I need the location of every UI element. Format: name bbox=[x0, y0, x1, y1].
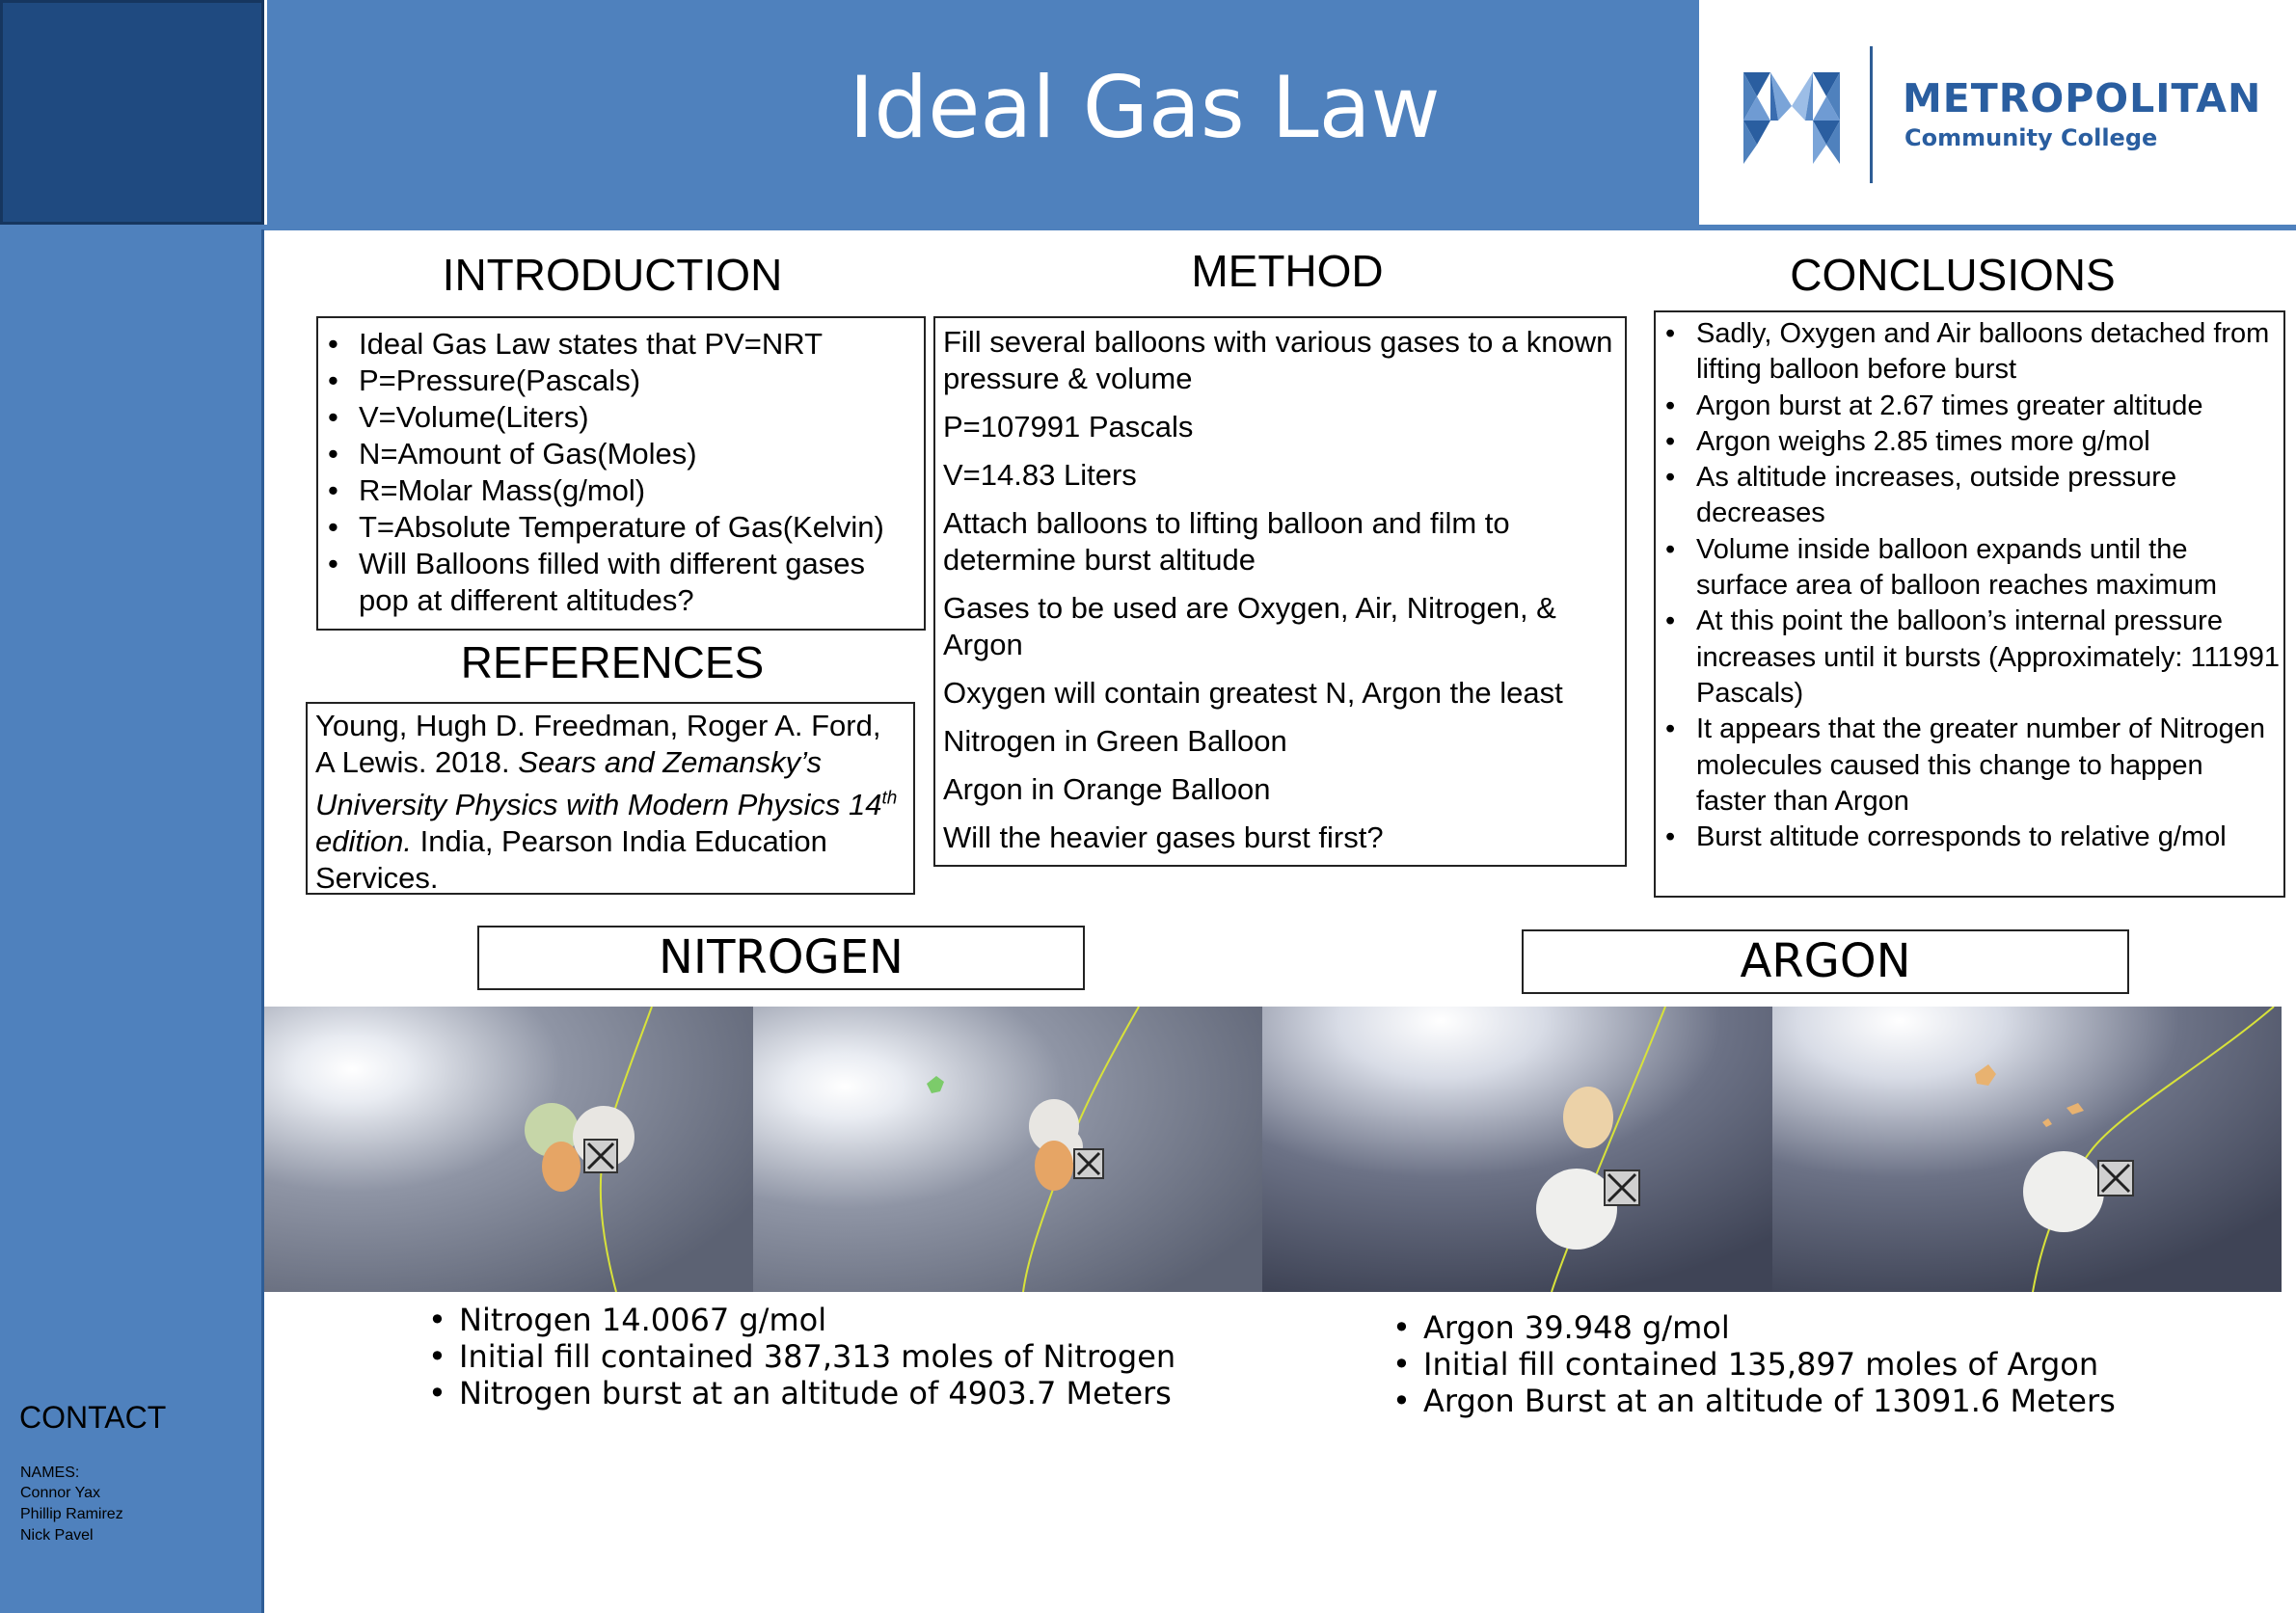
introduction-item: • T=Absolute Temperature of Gas(Kelvin) bbox=[318, 509, 920, 546]
nitrogen-photo-after-burst bbox=[753, 1007, 1262, 1292]
contact-heading: CONTACT bbox=[19, 1400, 167, 1435]
contact-names bbox=[20, 1483, 123, 1546]
contact-name: Nick Pavel bbox=[20, 1527, 94, 1544]
logo-subtitle: Community College bbox=[1904, 124, 2158, 151]
argon-fact: • Initial fill contained 135,897 moles of Argon bbox=[1383, 1346, 2154, 1383]
nitrogen-photo-before-burst bbox=[264, 1007, 753, 1292]
conclusions-list bbox=[1656, 316, 2280, 855]
introduction-item: • N=Amount of Gas(Moles) bbox=[318, 436, 920, 472]
method-heading: METHOD bbox=[1191, 246, 1384, 296]
corner-block bbox=[0, 0, 264, 225]
nitrogen-fact: • Nitrogen burst at an altitude of 4903.7 Meters bbox=[419, 1375, 1190, 1411]
conclusions-box bbox=[1654, 310, 2285, 898]
method-box bbox=[933, 316, 1627, 867]
logo-divider bbox=[1870, 46, 1873, 183]
introduction-item: • Will Balloons filled with different gases pop at different altitudes? bbox=[318, 546, 920, 619]
introduction-item: • V=Volume(Liters) bbox=[318, 399, 920, 436]
contact-name: Phillip Ramirez bbox=[20, 1506, 123, 1522]
method-step: Attach balloons to lifting balloon and film to determine burst altitude bbox=[943, 506, 1510, 577]
conclusion-item: • Sadly, Oxygen and Air balloons detached from lifting balloon before burst bbox=[1656, 316, 2280, 389]
poster-title: Ideal Gas Law bbox=[849, 58, 1441, 157]
references-heading: REFERENCES bbox=[460, 637, 765, 687]
introduction-box bbox=[316, 316, 926, 631]
introduction-heading: INTRODUCTION bbox=[442, 250, 783, 300]
method-step: Nitrogen in Green Balloon bbox=[943, 724, 1287, 758]
logo-name: METROPOLITAN bbox=[1903, 75, 2262, 121]
conclusion-item: • Argon burst at 2.67 times greater altitude bbox=[1656, 389, 2280, 424]
contact-name: Connor Yax bbox=[20, 1485, 101, 1501]
metropolitan-m-logo-icon bbox=[1743, 67, 1840, 164]
method-step: Oxygen will contain greatest N, Argon the least bbox=[943, 676, 1563, 710]
conclusion-item: • Burst altitude corresponds to relative g/mol bbox=[1656, 820, 2280, 855]
reference-authors: Young, Hugh D. Freedman, Roger A. Ford, A Lewis. 2018. bbox=[315, 709, 881, 779]
argon-label: ARGON bbox=[1522, 929, 2129, 994]
method-step: Fill several balloons with various gases to a known pressure & volume bbox=[943, 325, 1613, 395]
introduction-item: • P=Pressure(Pascals) bbox=[318, 363, 920, 399]
nitrogen-fact: • Initial fill contained 387,313 moles of Nitrogen bbox=[419, 1338, 1190, 1375]
conclusion-item: • As altitude increases, outside pressure decreases bbox=[1656, 460, 2280, 532]
contact-names-label: NAMES: bbox=[20, 1465, 80, 1481]
reference-publisher: India, Pearson India Education Services. bbox=[315, 824, 827, 896]
method-step: Argon in Orange Balloon bbox=[943, 772, 1271, 806]
method-step: Will the heavier gases burst first? bbox=[943, 820, 1384, 854]
conclusions-heading: CONCLUSIONS bbox=[1790, 250, 2116, 300]
argon-photo-before-burst bbox=[1262, 1007, 1772, 1292]
reference-book-title: Sears and Zemansky’s University Physics with Modern Physics 14th edition. bbox=[315, 745, 898, 859]
conclusion-item: • It appears that the greater number of Nitrogen molecules caused this change to happen faster than Argon bbox=[1656, 712, 2280, 820]
argon-fact: • Argon 39.948 g/mol bbox=[1383, 1309, 2154, 1346]
references-box bbox=[306, 702, 915, 895]
argon-photo-after-burst bbox=[1772, 1007, 2282, 1292]
conclusion-item: • Argon weighs 2.85 times more g/mol bbox=[1656, 424, 2280, 460]
nitrogen-label: NITROGEN bbox=[477, 926, 1085, 990]
introduction-item: • Ideal Gas Law states that PV=NRT bbox=[318, 326, 920, 363]
nitrogen-facts bbox=[419, 1302, 1190, 1411]
introduction-item: • R=Molar Mass(g/mol) bbox=[318, 472, 920, 509]
method-step: Gases to be used are Oxygen, Air, Nitrogen, & Argon bbox=[943, 591, 1556, 661]
nitrogen-fact: • Nitrogen 14.0067 g/mol bbox=[419, 1302, 1190, 1338]
method-step: P=107991 Pascals bbox=[943, 410, 1194, 444]
header-divider bbox=[0, 225, 2296, 230]
introduction-list bbox=[318, 326, 920, 619]
method-step: V=14.83 Liters bbox=[943, 458, 1137, 492]
argon-fact: • Argon Burst at an altitude of 13091.6 Meters bbox=[1383, 1383, 2154, 1419]
conclusion-item: • At this point the balloon’s internal pressure increases until it bursts (Approximately: 111991 Pascals) bbox=[1656, 604, 2280, 712]
argon-facts bbox=[1383, 1309, 2154, 1419]
conclusion-item: • Volume inside balloon expands until the surface area of balloon reaches maximum bbox=[1656, 532, 2280, 605]
